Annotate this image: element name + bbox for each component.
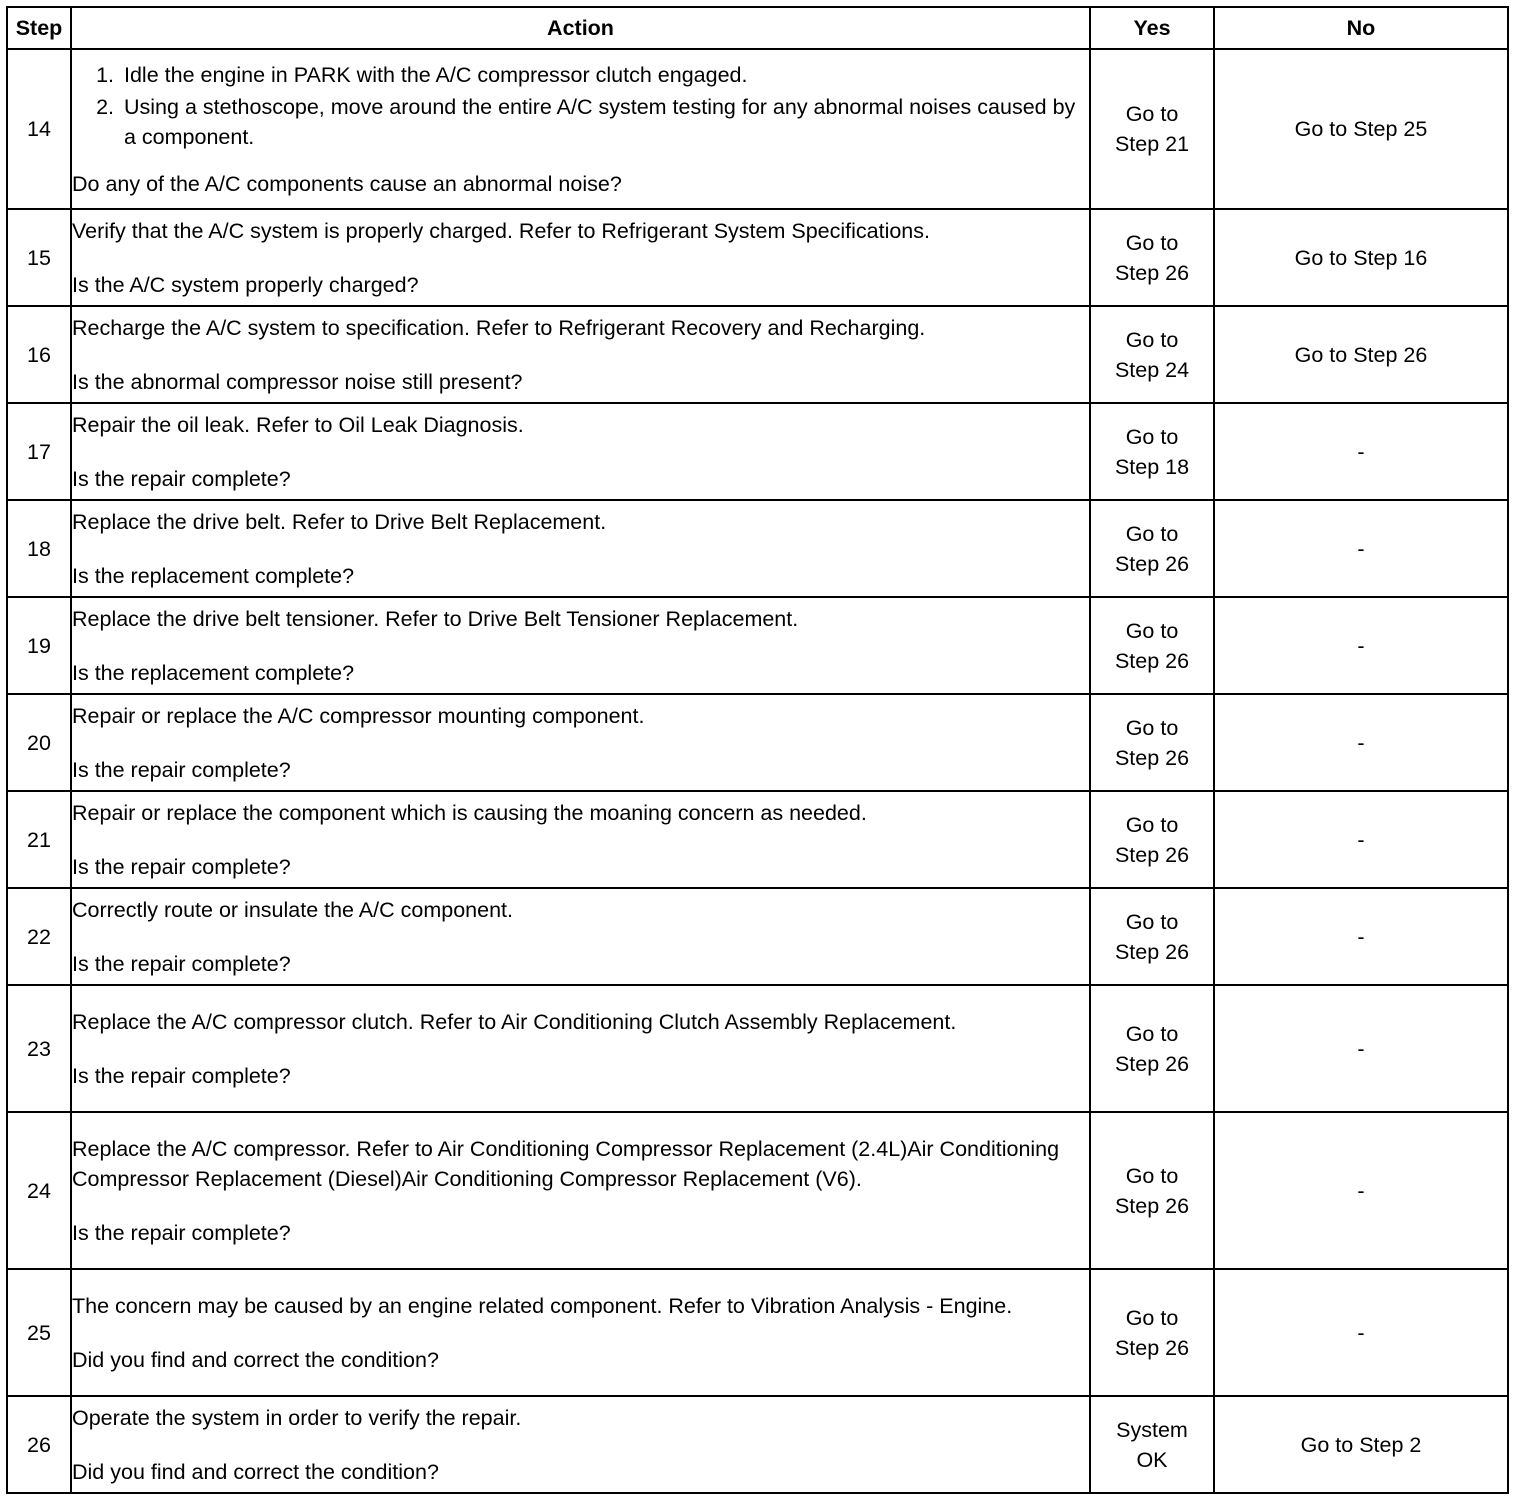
action-question: Is the replacement complete? xyxy=(72,660,355,685)
yes-cell xyxy=(1090,888,1214,985)
table-row xyxy=(7,500,1508,597)
action-instruction: Repair or replace the A/C compressor mounting component. xyxy=(72,703,645,728)
step-number: 21 xyxy=(7,791,71,888)
action-instruction: Recharge the A/C system to specification. Refer to Refrigerant Recovery and Recharging. xyxy=(72,315,926,340)
step-number: 26 xyxy=(7,1396,71,1493)
action-cell xyxy=(71,791,1090,888)
yes-cell xyxy=(1090,985,1214,1112)
yes-text: Go to xyxy=(1125,715,1179,740)
action-question: Is the repair complete? xyxy=(72,1063,291,1088)
header-step: Step xyxy=(7,7,71,49)
yes-text: System xyxy=(1116,1417,1188,1442)
yes-cell xyxy=(1090,209,1214,306)
action-question: Is the repair complete? xyxy=(72,757,291,782)
yes-cell xyxy=(1090,306,1214,403)
action-question: Did you find and correct the condition? xyxy=(72,1347,439,1372)
action-cell xyxy=(71,403,1090,500)
yes-cell xyxy=(1090,694,1214,791)
no-cell: - xyxy=(1214,985,1508,1112)
yes-text: Go to xyxy=(1125,618,1179,643)
step-number: 15 xyxy=(7,209,71,306)
yes-text: Go to xyxy=(1125,1163,1179,1188)
action-cell xyxy=(71,985,1090,1112)
header-yes: Yes xyxy=(1090,7,1214,49)
action-instruction: Replace the drive belt tensioner. Refer to Drive Belt Tensioner Replacement. xyxy=(72,606,799,631)
yes-text: Go to xyxy=(1125,230,1179,255)
step-number: 22 xyxy=(7,888,71,985)
action-cell xyxy=(71,1112,1090,1269)
action-question: Is the abnormal compressor noise still present? xyxy=(72,369,523,394)
yes-text: Step 26 xyxy=(1114,1335,1190,1360)
step-number: 20 xyxy=(7,694,71,791)
action-cell xyxy=(71,49,1090,209)
action-question: Do any of the A/C components cause an abnormal noise? xyxy=(72,171,622,196)
yes-cell xyxy=(1090,597,1214,694)
step-number: 18 xyxy=(7,500,71,597)
yes-text: Step 26 xyxy=(1114,260,1190,285)
action-instruction: Replace the A/C compressor clutch. Refer to Air Conditioning Clutch Assembly Replacement. xyxy=(72,1009,957,1034)
action-cell xyxy=(71,597,1090,694)
action-instruction: Replace the A/C compressor. Refer to Air Conditioning Compressor Replacement (2.4L)Air Conditioning Compressor Replacement (Diesel)Air Conditioning Compressor Replacement (V6). xyxy=(72,1136,1060,1191)
yes-text: Step 26 xyxy=(1114,842,1190,867)
action-question: Is the repair complete? xyxy=(72,951,291,976)
substep: 1. Idle the engine in PARK with the A/C compressor clutch engaged. xyxy=(120,60,1089,90)
action-instruction: Repair the oil leak. Refer to Oil Leak Diagnosis. xyxy=(72,412,524,437)
step-number: 17 xyxy=(7,403,71,500)
table-row xyxy=(7,209,1508,306)
yes-text: Step 26 xyxy=(1114,1193,1190,1218)
no-cell: Go to Step 25 xyxy=(1214,49,1508,209)
no-cell: - xyxy=(1214,500,1508,597)
action-cell xyxy=(71,500,1090,597)
yes-text: Go to xyxy=(1125,1021,1179,1046)
yes-text: Go to xyxy=(1125,424,1179,449)
action-question: Is the repair complete? xyxy=(72,854,291,879)
yes-cell xyxy=(1090,1396,1214,1493)
table-row xyxy=(7,985,1508,1112)
no-cell: Go to Step 26 xyxy=(1214,306,1508,403)
action-cell xyxy=(71,306,1090,403)
yes-cell xyxy=(1090,1112,1214,1269)
action-question: Is the A/C system properly charged? xyxy=(72,272,419,297)
yes-cell xyxy=(1090,49,1214,209)
yes-text: Step 18 xyxy=(1114,454,1190,479)
no-cell: - xyxy=(1214,1269,1508,1396)
substep: 2. Using a stethoscope, move around the entire A/C system testing for any abnormal noises caused by a component. xyxy=(120,92,1089,152)
yes-cell xyxy=(1090,403,1214,500)
action-cell xyxy=(71,694,1090,791)
header-row xyxy=(7,7,1508,49)
yes-cell xyxy=(1090,500,1214,597)
yes-text: Step 21 xyxy=(1114,132,1190,156)
yes-cell xyxy=(1090,1269,1214,1396)
action-instruction: Operate the system in order to verify the repair. xyxy=(72,1405,522,1430)
yes-text: OK xyxy=(1136,1447,1168,1472)
yes-text: Go to xyxy=(1125,812,1179,837)
step-number: 19 xyxy=(7,597,71,694)
action-instruction: Repair or replace the component which is causing the moaning concern as needed. xyxy=(72,800,867,825)
yes-text: Step 26 xyxy=(1114,745,1190,770)
action-instruction: Replace the drive belt. Refer to Drive Belt Replacement. xyxy=(72,509,607,534)
header-no: No xyxy=(1214,7,1508,49)
table-row xyxy=(7,49,1508,209)
step-number: 24 xyxy=(7,1112,71,1269)
no-cell: - xyxy=(1214,888,1508,985)
action-cell xyxy=(71,1269,1090,1396)
action-question: Is the repair complete? xyxy=(72,466,291,491)
yes-text: Step 24 xyxy=(1114,357,1190,382)
no-cell: Go to Step 16 xyxy=(1214,209,1508,306)
yes-text: Go to xyxy=(1125,102,1179,126)
no-cell: - xyxy=(1214,403,1508,500)
no-cell: - xyxy=(1214,597,1508,694)
yes-text: Step 26 xyxy=(1114,648,1190,673)
header-action: Action xyxy=(71,7,1090,49)
table-row xyxy=(7,1269,1508,1396)
no-cell: - xyxy=(1214,791,1508,888)
action-instruction: Correctly route or insulate the A/C component. xyxy=(72,897,513,922)
table-row xyxy=(7,694,1508,791)
table-row xyxy=(7,1112,1508,1269)
substep-list xyxy=(72,60,1089,152)
step-number: 25 xyxy=(7,1269,71,1396)
step-number: 23 xyxy=(7,985,71,1112)
action-cell xyxy=(71,209,1090,306)
yes-cell xyxy=(1090,791,1214,888)
yes-text: Go to xyxy=(1125,909,1179,934)
yes-text: Go to xyxy=(1125,521,1179,546)
table-row xyxy=(7,597,1508,694)
action-question: Did you find and correct the condition? xyxy=(72,1459,439,1484)
table-row xyxy=(7,1396,1508,1493)
action-cell xyxy=(71,1396,1090,1493)
table-row xyxy=(7,403,1508,500)
yes-text: Step 26 xyxy=(1114,1051,1190,1076)
yes-text: Step 26 xyxy=(1114,939,1190,964)
yes-text: Go to xyxy=(1125,327,1179,352)
yes-text: Go to xyxy=(1125,1305,1179,1330)
yes-text: Step 26 xyxy=(1114,551,1190,576)
table-row xyxy=(7,791,1508,888)
diagnostic-table xyxy=(6,6,1509,1494)
table-row xyxy=(7,888,1508,985)
no-cell: - xyxy=(1214,694,1508,791)
action-question: Is the repair complete? xyxy=(72,1220,291,1245)
action-instruction: Verify that the A/C system is properly charged. Refer to Refrigerant System Specifications. xyxy=(72,218,930,243)
action-cell xyxy=(71,888,1090,985)
no-cell: - xyxy=(1214,1112,1508,1269)
no-cell: Go to Step 2 xyxy=(1214,1396,1508,1493)
table-row xyxy=(7,306,1508,403)
step-number: 14 xyxy=(7,49,71,209)
action-instruction: The concern may be caused by an engine related component. Refer to Vibration Analysis - Engine. xyxy=(72,1293,1013,1318)
action-question: Is the replacement complete? xyxy=(72,563,355,588)
step-number: 16 xyxy=(7,306,71,403)
